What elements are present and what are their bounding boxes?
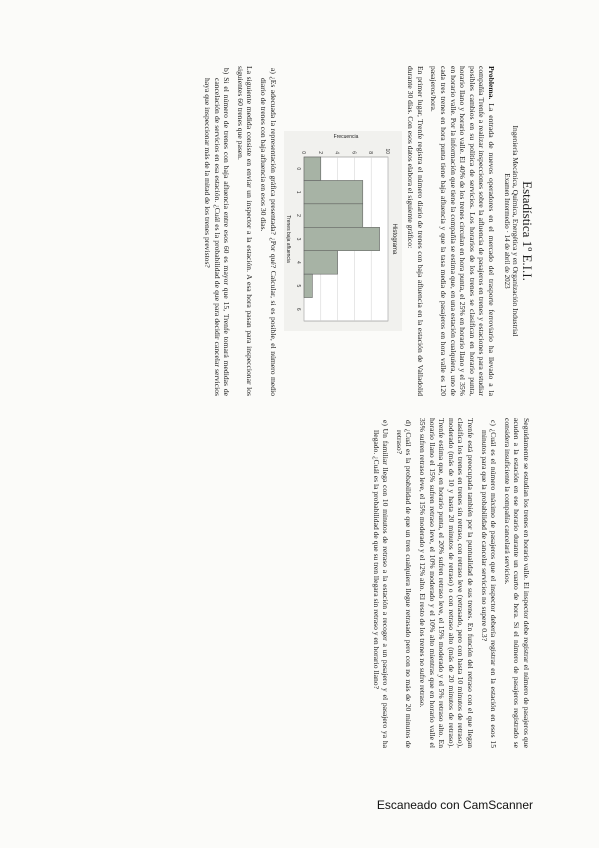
question-e: e) Un familiar llega con 10 minutos de retraso a la estación a recoger a un pasajero y el pasajero ya ha llegado. ¿Cuál es la probabilidad de que su tren llegara sin retraso y en horario llano? xyxy=(371,420,391,748)
right-column xyxy=(367,418,531,748)
y-tick-label: 6 xyxy=(350,151,357,154)
histogram-bar xyxy=(304,227,380,250)
question-list-left xyxy=(258,66,277,396)
histogram-bar xyxy=(304,274,312,297)
exam-header xyxy=(502,66,535,396)
rotated-exam-sheet xyxy=(65,60,535,760)
x-tick-label: 4 xyxy=(294,261,301,264)
chart-title: Histograma xyxy=(390,223,397,255)
histogram-bar xyxy=(304,157,321,180)
exam-date: Examen Intermedio · 14 de abril de 2023 xyxy=(503,173,511,289)
problem-intro-text: La entrada de nuevos operadores en el mercado del trasporte ferroviario ha llevado a la compañía Trenfe a realizar inspecciones sobre la afluencia de pasajeros en trenes y estaciones para estudiar posibles cambios en su política de servicios. Los horarios de los trenes se clasifican en horario punta, horario llano y horario valle. El 40% de los trenes circulan en hora punta, el 25% en horario llano y el 35% en horario valle. Por la información que tiene la compañía se estima que, en una estación cualquiera, uno de cada tres trenes en hora punta tiene baja afluencia y que la tasa media de pasajeros en hora valle es 120 pasajeros/hora. xyxy=(429,66,496,396)
x-tick-label: 5 xyxy=(294,284,301,288)
camscanner-watermark: Escaneado con CamScanner xyxy=(376,798,533,812)
problem-lead: Problema. xyxy=(487,66,496,100)
histogram-bar xyxy=(304,251,338,274)
histogram-bar xyxy=(304,204,363,227)
question-a: a) ¿Es adecuada la representación gráfica presentada? ¿Por qué? Calcular, si es posible, el número medio diario de trenes con baja afluencia en esos 30 días. xyxy=(259,68,278,396)
histogram-bar xyxy=(304,180,363,203)
question-list-right xyxy=(479,418,498,748)
x-tick-label: 0 xyxy=(294,167,301,171)
histogram-chart xyxy=(284,131,402,331)
left-column xyxy=(199,66,536,396)
x-tick-label: 1 xyxy=(294,190,301,194)
question-list-left-2 xyxy=(203,66,232,396)
y-tick-label: 4 xyxy=(333,151,340,154)
problem-intro xyxy=(429,66,496,396)
x-tick-label: 6 xyxy=(294,307,301,311)
question-b: b) Si el número de trenes con baja afluencia entre esos 60 es mayor que 15, Trenfe tomará medidas de cancelación de servicios en esa estación. ¿Cuál es la probabilidad de que para decidir cancelar servicios haya que inspeccionar más de la mitad de los trenes previstos? xyxy=(203,68,232,396)
y-tick-label: 2 xyxy=(316,151,323,154)
y-tick-label: 0 xyxy=(299,151,306,154)
y-axis-label: Frecuencia xyxy=(333,134,359,140)
x-axis-label: Trenes baja afluencia xyxy=(284,215,291,263)
histogram-figure xyxy=(284,131,402,331)
question-list-right-2 xyxy=(371,418,413,748)
measure-intro: La siguiente medida consiste en enviar un inspector a la estación. A esa hora pasan para inspeccionar los siguientes 60 trenes que pasen. xyxy=(235,66,255,396)
data-intro: En primer lugar, Trenfe registra el número diario de trenes con baja afluencia en la estación de Valladolid durante 30 días. Con esos datos elabora el siguiente gráfico: xyxy=(406,66,425,396)
y-tick-label: 8 xyxy=(366,151,373,154)
x-tick-label: 3 xyxy=(294,237,301,241)
exam-subtitle: Ingeniería Mecánica, Química, Energética y en Organización Industrial xyxy=(511,125,520,337)
punctuality-text: Trenfe está preocupada también por la puntualidad de sus trenes. En función del retraso con el que llegan clasifica los trenes en trenes sin retraso, con retraso leve (retrasado, pero con hasta 10 minutos de retraso), moderado (más de 10 y hasta 20 minutos de retraso) o con retraso alto (más de 20 minutos de retraso). Trenfe estima que, en horario punta, el 20% sufren retraso leve, el 15% moderado y el 5% retraso alto. En horario llano el 15% sufren retraso leve, el 10% moderado y el 10% alto mientras que en horario valle el 35% sufren retraso leve, el 15% moderado y el 12% alto. El resto de los trenes no sufre retraso. xyxy=(418,418,476,748)
question-c: c) ¿Cuál es el número máximo de pasajeros que el inspector debería registrar en la estación en esos 15 minutos para que la probabilidad de cancelar servicios no supere 0.3? xyxy=(479,420,499,748)
question-d: d) ¿Cuál es la probabilidad de que un tren cualquiera llegue retrasado pero con no más de 20 minutos de retraso? xyxy=(394,420,414,748)
exam-title: Estadística 1º E.I.I. xyxy=(520,181,535,281)
y-tick-label: 10 xyxy=(383,148,390,154)
x-tick-label: 2 xyxy=(294,214,301,217)
valley-continuation: Seguidamente se estudian los trenes en horario valle. El inspector debe registrar el número de pasajeros que acuden a la estación en ese horario durante un cuarto de hora. Si el número de pasajeros registrado se considera insuficiente la compañía cancelará servicios. xyxy=(502,418,531,748)
